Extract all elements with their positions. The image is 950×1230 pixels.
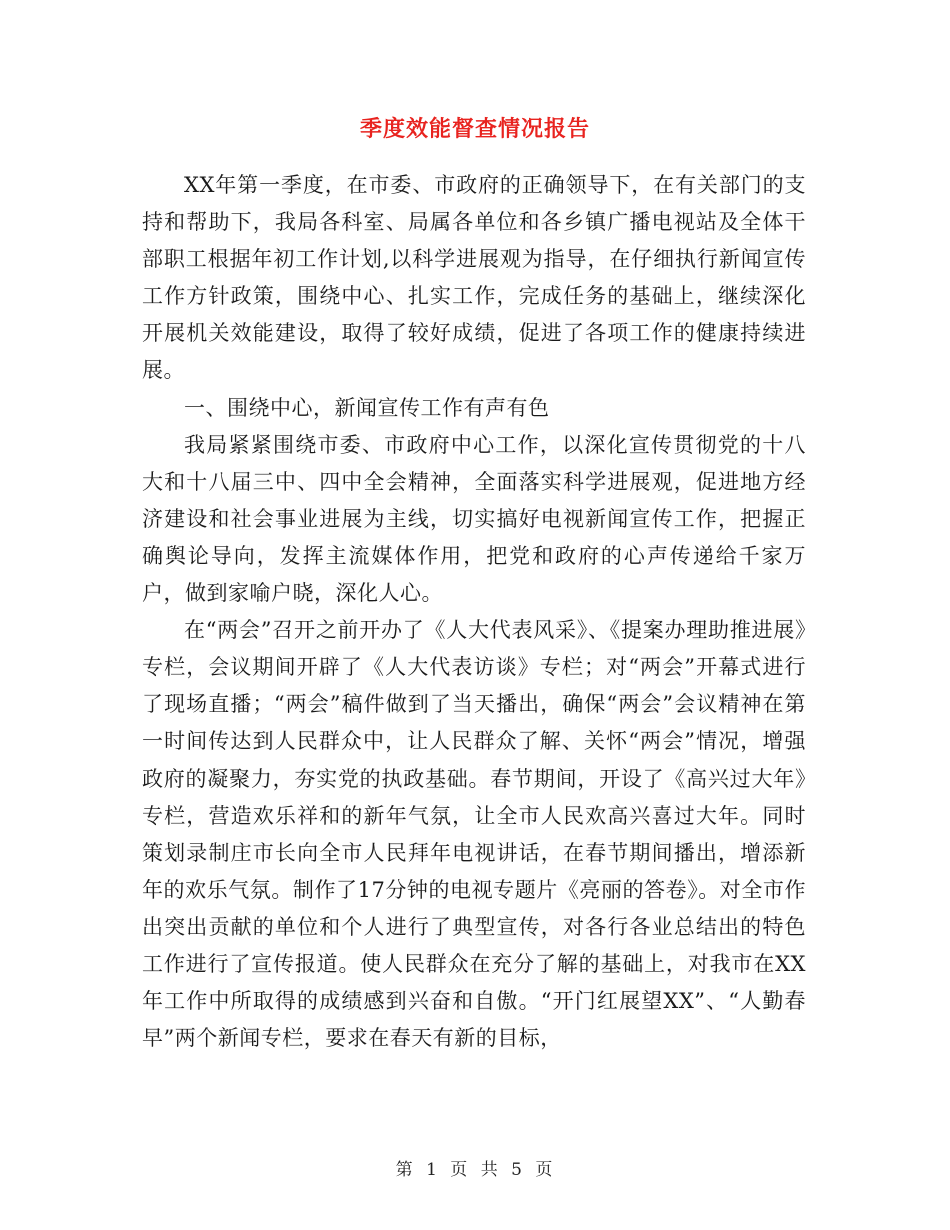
page-number-footer: 第 1 页 共 5 页 [395, 1160, 555, 1180]
section-1-paragraph-2: 在“两会”召开之前开办了《人大代表风采》、《提案办理助推进展》专栏，会议期间开辟了《人大代表访谈》专栏；对“两会”开幕式进行了现场直播；“两会”稿件做到了当天播出，确保“两会”会议精神在第一时间传达到人民群众中，让人民群众了解、关怀“两会”情况，增强政府的凝聚力，夯实党的执政基础。春节期间，开设了《高兴过大年》专栏，营造欢乐祥和的新年气氛，让全市人民欢高兴喜过大年。同时策划录制庄市长向全市人民拜年电视讲话，在春节期间播出，增添新年的欢乐气氛。制作了17分钟的电视专题片《亮丽的答卷》。对全市作出突出贡献的单位和个人进行了典型宣传，对各行各业总结出的特色工作进行了宣传报道。使人民群众在充分了解的基础上，对我市在XX年工作中所取得的成绩感到兴奋和自傲。“开门红展望XX”、“人勤春早”两个新闻专栏，要求在春天有新的目标， [142, 618, 806, 1051]
document-body [142, 167, 806, 1057]
section-1-paragraph-1: 我局紧紧围绕市委、市政府中心工作，以深化宣传贯彻党的十八大和十八届三中、四中全会精神，全面落实科学进展观，促进地方经济建设和社会事业进展为主线，切实搞好电视新闻宣传工作，把握正确舆论导向，发挥主流媒体作用，把党和政府的心声传递给千家万户，做到家喻户晓，深化人心。 [142, 432, 806, 606]
section-heading-1: 一、围绕中心，新闻宣传工作有声有色 [184, 395, 550, 420]
intro-paragraph: XX年第一季度，在市委、市政府的正确领导下，在有关部门的支持和帮助下，我局各科室、局属各单位和各乡镇广播电视站及全体干部职工根据年初工作计划,以科学进展观为指导，在仔细执行新闻宣传工作方针政策，围绕中心、扎实工作，完成任务的基础上，继续深化开展机关效能建设，取得了较好成绩，促进了各项工作的健康持续进展。 [142, 173, 806, 383]
document-title: 季度效能督查情况报告 [359, 117, 590, 142]
